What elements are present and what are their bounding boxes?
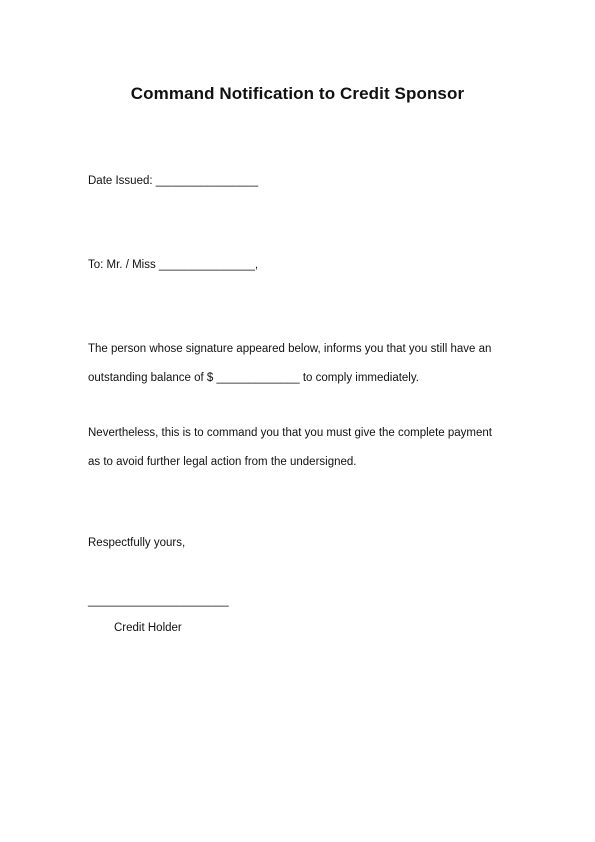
paragraph-2-line-1: Nevertheless, this is to command you that you must give the complete payment [88, 427, 492, 439]
date-issued-line: Date Issued: ________________ [88, 175, 259, 187]
paragraph-1-line-1: The person whose signature appeared below, informs you that you still have an [88, 343, 492, 355]
paragraph-2-line-2: as to avoid further legal action from the undersigned. [88, 456, 357, 468]
recipient-line: To: Mr. / Miss _______________, [88, 259, 259, 271]
document-title: Command Notification to Credit Sponsor [130, 84, 465, 103]
signer-title: Credit Holder [114, 622, 182, 634]
signature-line: ______________________ [88, 595, 229, 607]
closing-salutation: Respectfully yours, [88, 537, 186, 549]
paragraph-1-line-2: outstanding balance of $ _____________ to comply immediately. [88, 372, 419, 384]
